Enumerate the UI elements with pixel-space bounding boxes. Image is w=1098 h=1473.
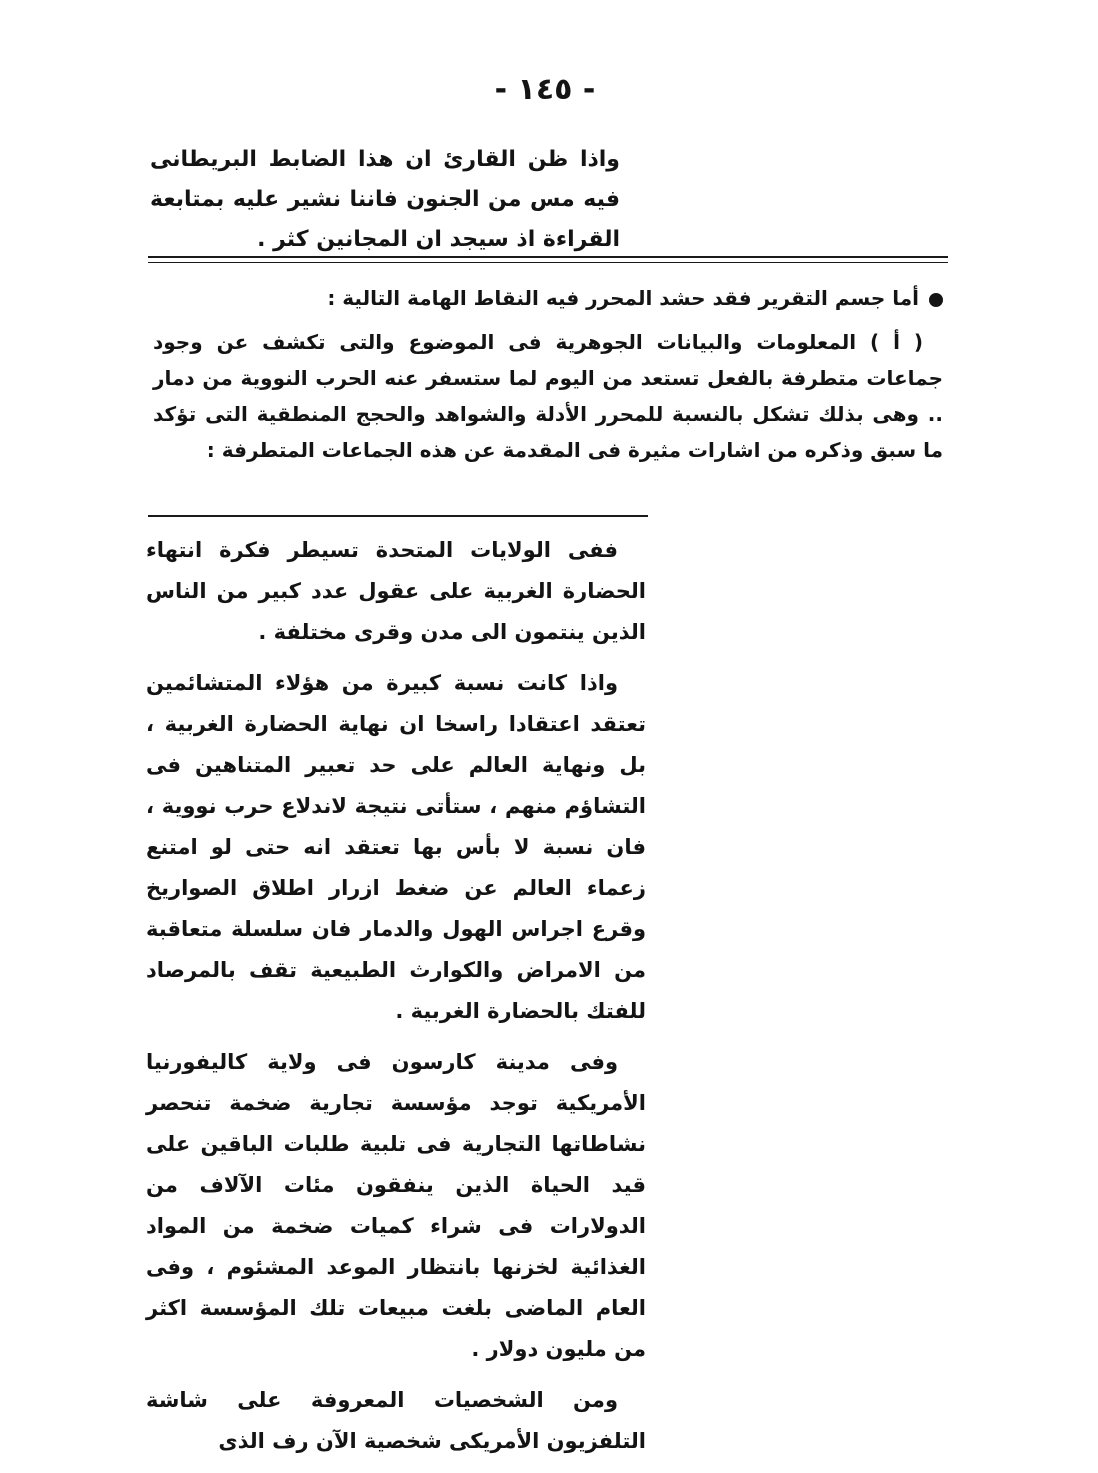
body-paragraph: ومن الشخصيات المعروفة على شاشة التلفزيون الأمريكى شخصية الآن رف الذى <box>146 1388 646 1453</box>
report-summary-block <box>153 280 943 468</box>
bullet-dot-icon <box>929 293 943 307</box>
summary-lead <box>153 280 943 316</box>
body-column <box>146 530 646 1472</box>
body-paragraph: وفى مدينة كارسون فى ولاية كاليفورنيا الأمريكية توجد مؤسسة تجارية ضخمة تنحصر نشاطاتها التجارية فى تلبية طلبات الباقين على قيد الحياة الذين ينفقون مئات الآلاف من الدولارات فى شراء كميات ضخمة من المواد الغذائية لخزنها بانتظار الموعد المشئوم ، وفى العام الماضى بلغت مبيعات تلك المؤسسة اكثر من مليون دولار . <box>146 1050 646 1361</box>
summary-lead-text: أما جسم التقرير فقد حشد المحرر فيه النقاط الهامة التالية : <box>327 286 919 310</box>
body-paragraph: ففى الولايات المتحدة تسيطر فكرة انتهاء الحضارة الغربية على عقول عدد كبير من الناس الذين ينتمون الى مدن وقرى مختلفة . <box>146 538 646 644</box>
intro-paragraph: واذا ظن القارئ ان هذا الضابط البريطانى فيه مس من الجنون فاننا نشير عليه بمتابعة القراءة اذ سيجد ان المجانين كثر . <box>150 147 620 252</box>
summary-point-a: ( أ ) المعلومات والبيانات الجوهرية فى الموضوع والتى تكشف عن وجود جماعات متطرفة بالفعل تستعد من اليوم لما ستسفر عنه الحرب النووية من دمار .. وهى بذلك تشكل بالنسبة للمحرر الأدلة والشواهد والحجج المنطقية التى تؤكد ما سبق وذكره من اشارات مثيرة فى المقدمة عن هذه الجماعات المتطرفة : <box>153 330 943 462</box>
body-paragraph: واذا كانت نسبة كبيرة من هؤلاء المتشائمين تعتقد اعتقادا راسخا ان نهاية الحضارة الغربية ، بل ونهاية العالم على حد تعبير المتناهين فى التشاؤم منهم ، ستأتى نتيجة لاندلاع حرب نووية ، فان نسبة لا بأس بها تعتقد انه حتى لو امتنع زعماء العالم عن ضغط ازرار اطلاق الصواريخ وقرع اجراس الهول والدمار فان سلسلة متعاقبة من الامراض والكوارث الطبيعية تقف بالمرصاد للفتك بالحضارة الغربية . <box>146 671 646 1023</box>
intro-paragraph-block <box>150 140 620 260</box>
column-divider <box>148 515 648 517</box>
page-number: - ١٤٥ - <box>494 72 596 107</box>
section-divider <box>148 256 948 263</box>
